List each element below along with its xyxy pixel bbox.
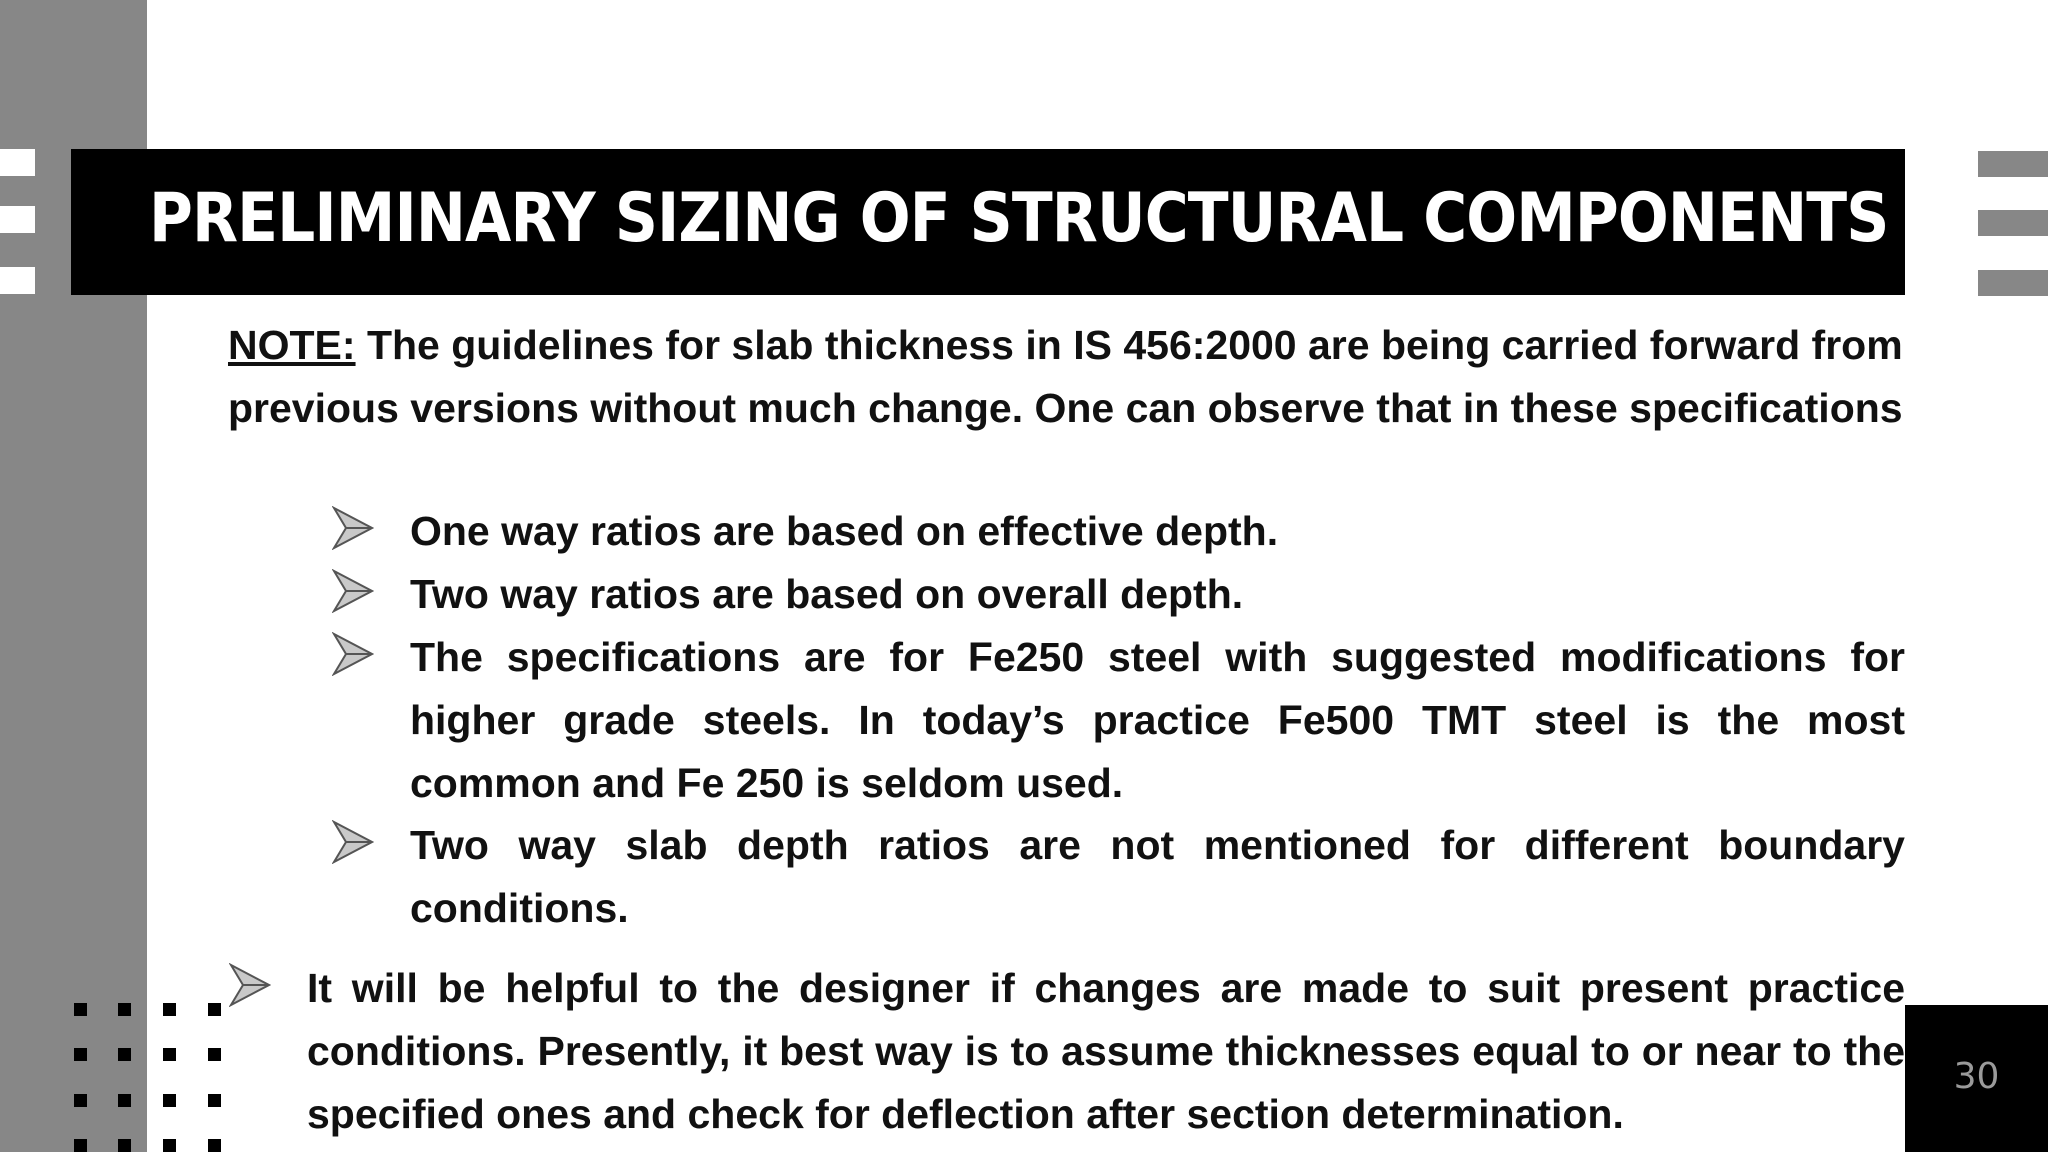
dot: [208, 1048, 221, 1061]
dot: [118, 1094, 131, 1107]
dot: [163, 1048, 176, 1061]
page-number-box: [1905, 1005, 2048, 1152]
left-stripe-3: [0, 267, 35, 294]
title-bar: [71, 149, 1905, 295]
right-stripe-2: [1978, 210, 2048, 236]
dot: [74, 1048, 87, 1061]
dot: [118, 1048, 131, 1061]
dot: [163, 1003, 176, 1016]
dot: [74, 1003, 87, 1016]
left-stripe-2: [0, 206, 35, 233]
bullet-text-1: One way ratios are based on effective depth.: [410, 508, 1279, 554]
arrow-bullet-icon: [332, 506, 374, 550]
arrow-bullet-icon: [332, 820, 374, 864]
dot: [208, 1003, 221, 1016]
note-label: NOTE:: [228, 322, 356, 368]
slide-title: PRELIMINARY SIZING OF STRUCTURAL COMPONENTS: [149, 179, 1889, 258]
dot: [74, 1094, 87, 1107]
bullet-text-3: The specifications are for Fe250 steel with suggested modifications for higher grade steels. In today’s practice Fe500 TMT steel is the most common and Fe 250 is seldom used.: [410, 634, 1905, 806]
dot: [163, 1139, 176, 1152]
arrow-bullet-icon: [229, 963, 271, 1007]
bullet-text-5: It will be helpful to the designer if changes are made to suit present practice conditions. Presently, it best way is to assume thicknesses equal to or near to the specified ones and check for deflection after section determination.: [307, 965, 1905, 1137]
dot: [118, 1139, 131, 1152]
left-stripe-1: [0, 149, 35, 176]
dot: [208, 1139, 221, 1152]
dot: [118, 1003, 131, 1016]
right-stripe-1: [1978, 151, 2048, 177]
right-stripe-3: [1978, 270, 2048, 296]
note-text: The guidelines for slab thickness in IS 456:2000 are being carried forward from previous versions without much change. One can observe that in these specifications: [228, 322, 1903, 431]
bullet-text-4: Two way slab depth ratios are not mentioned for different boundary conditions.: [410, 822, 1905, 931]
note-paragraph: [228, 314, 1908, 440]
dot: [74, 1139, 87, 1152]
page-number: 30: [1953, 1056, 2000, 1097]
dot: [163, 1094, 176, 1107]
dot: [208, 1094, 221, 1107]
bullet-text-2: Two way ratios are based on overall depth.: [410, 571, 1244, 617]
arrow-bullet-icon: [332, 569, 374, 613]
arrow-bullet-icon: [332, 632, 374, 676]
